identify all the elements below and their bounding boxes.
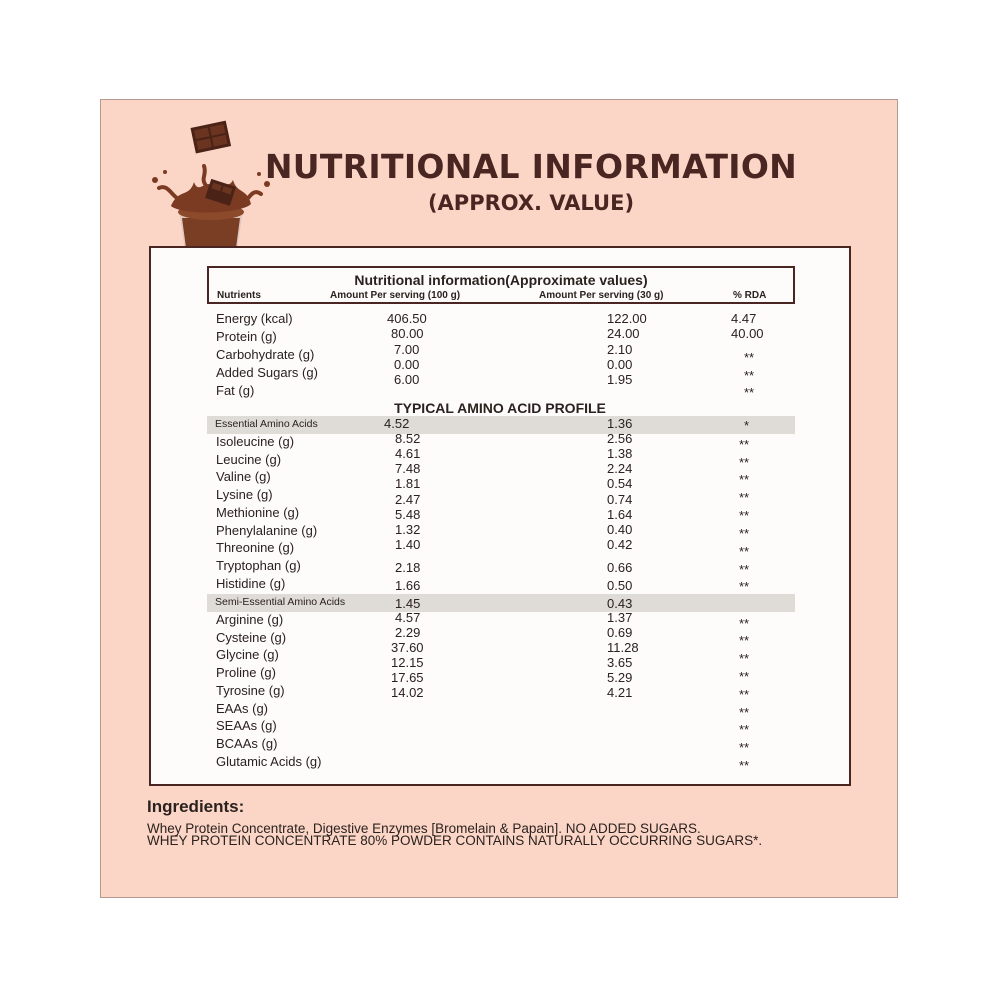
amino-value-100g: 8.52: [395, 431, 421, 446]
nutrient-value-30g: 1.95: [607, 372, 633, 387]
amino-label: BCAAs (g): [216, 736, 278, 751]
table-header: [207, 266, 795, 304]
ingredients-line: WHEY PROTEIN CONCENTRATE 80% POWDER CONTAINS NATURALLY OCCURRING SUGARS*.: [147, 833, 763, 848]
nutrient-rda: **: [744, 350, 755, 365]
amino-value-100g: 5.48: [395, 507, 421, 522]
nutrient-label: Fat (g): [216, 383, 255, 398]
amino-value-100g: 1.32: [395, 522, 421, 537]
nutrient-value-100g: 6.00: [394, 372, 420, 387]
nutrient-rda: **: [744, 385, 755, 400]
nutrient-value-30g: 24.00: [607, 326, 640, 341]
amino-value-30g: 1.38: [607, 446, 633, 461]
amino-label: Tyrosine (g): [216, 683, 285, 698]
amino-label: Glycine (g): [216, 647, 279, 662]
amino-rda: **: [739, 651, 750, 666]
amino-label: EAAs (g): [216, 701, 269, 716]
amino-value-30g: 3.65: [607, 655, 633, 670]
page-subtitle: (APPROX. VALUE): [427, 191, 635, 215]
amino-value-100g: 2.18: [395, 560, 421, 575]
nutrient-value-100g: 406.50: [387, 311, 427, 326]
nutrient-rda: 4.47: [731, 311, 757, 326]
column-header-nutrients: Nutrients: [217, 290, 261, 301]
table-title: Nutritional information(Approximate values): [354, 272, 648, 288]
amino-value-100g: 2.29: [395, 625, 421, 640]
amino-rda: **: [739, 722, 750, 737]
nutrient-rda: 40.00: [731, 326, 764, 341]
amino-rda: **: [739, 544, 750, 559]
nutrient-value-30g: 122.00: [607, 311, 647, 326]
amino-value-30g: 0.40: [607, 522, 633, 537]
amino-rda: **: [739, 579, 750, 594]
amino-value-30g: 1.37: [607, 610, 633, 625]
column-header-100g: Amount Per serving (100 g): [330, 290, 461, 301]
band-value-30g: 1.36: [607, 416, 633, 431]
nutrient-label: Added Sugars (g): [216, 365, 318, 380]
amino-value-100g: 2.47: [395, 492, 421, 507]
nutrition-table: [149, 246, 851, 786]
amino-rda: **: [739, 526, 750, 541]
amino-label: Glutamic Acids (g): [216, 754, 322, 769]
nutrient-value-100g: 7.00: [394, 342, 420, 357]
amino-label: Lysine (g): [216, 487, 273, 502]
amino-label: SEAAs (g): [216, 718, 277, 733]
band-value-100g: 1.45: [395, 596, 421, 611]
amino-value-100g: 7.48: [395, 461, 421, 476]
amino-label: Leucine (g): [216, 452, 282, 467]
nutrient-label: Carbohydrate (g): [216, 347, 315, 362]
amino-value-30g: 0.69: [607, 625, 633, 640]
amino-value-30g: 5.29: [607, 670, 633, 685]
nutrient-rda: **: [744, 368, 755, 383]
amino-value-30g: 2.56: [607, 431, 633, 446]
amino-label: Tryptophan (g): [216, 558, 301, 573]
amino-rda: **: [739, 740, 750, 755]
amino-value-30g: 0.54: [607, 476, 633, 491]
band-rda: *: [744, 418, 750, 433]
amino-value-30g: 4.21: [607, 685, 633, 700]
amino-rda: **: [739, 687, 750, 702]
amino-label: Valine (g): [216, 469, 271, 484]
amino-label: Methionine (g): [216, 505, 300, 520]
nutrient-label: Protein (g): [216, 329, 277, 344]
amino-value-100g: 1.66: [395, 578, 421, 593]
nutrient-value-30g: 0.00: [607, 357, 633, 372]
amino-value-30g: 0.66: [607, 560, 633, 575]
amino-value-100g: 4.57: [395, 610, 421, 625]
amino-label: Proline (g): [216, 665, 276, 680]
amino-rda: **: [739, 490, 750, 505]
nutrient-label: Energy (kcal): [216, 311, 293, 326]
ingredients-title: Ingredients:: [147, 797, 245, 816]
page-title: NUTRITIONAL INFORMATION: [264, 147, 798, 186]
amino-rda: **: [739, 758, 750, 773]
amino-value-30g: 0.74: [607, 492, 633, 507]
semi-essential-amino-band: [207, 594, 795, 612]
amino-value-30g: 11.28: [607, 640, 639, 655]
amino-label: Arginine (g): [216, 612, 284, 627]
amino-rda: **: [739, 669, 750, 684]
band-label: Semi-Essential Amino Acids: [215, 596, 346, 608]
amino-value-100g: 1.81: [395, 476, 421, 491]
ingredients-line: Whey Protein Concentrate, Digestive Enzymes [Bromelain & Papain]. NO ADDED SUGARS.: [147, 821, 701, 836]
amino-label: Isoleucine (g): [216, 434, 295, 449]
band-value-100g: 4.52: [384, 416, 410, 431]
nutrition-panel: [100, 99, 898, 898]
amino-label: Histidine (g): [216, 576, 286, 591]
amino-value-100g: 37.60: [391, 640, 424, 655]
amino-value-100g: 12.15: [391, 655, 424, 670]
amino-value-30g: 0.42: [607, 537, 633, 552]
amino-rda: **: [739, 455, 750, 470]
amino-value-100g: 17.65: [391, 670, 424, 685]
amino-label: Threonine (g): [216, 540, 295, 555]
amino-rda: **: [739, 705, 750, 720]
amino-label: Phenylalanine (g): [216, 523, 318, 538]
column-header-rda: % RDA: [733, 290, 767, 301]
amino-rda: **: [739, 472, 750, 487]
nutrient-value-30g: 2.10: [607, 342, 633, 357]
amino-value-30g: 0.50: [607, 578, 633, 593]
band-value-30g: 0.43: [607, 596, 633, 611]
amino-label: Cysteine (g): [216, 630, 287, 645]
band-label: Essential Amino Acids: [215, 418, 318, 430]
amino-rda: **: [739, 562, 750, 577]
amino-value-100g: 14.02: [391, 685, 424, 700]
nutrient-value-100g: 0.00: [394, 357, 420, 372]
nutrient-value-100g: 80.00: [391, 326, 424, 341]
amino-acid-section-title: TYPICAL AMINO ACID PROFILE: [394, 400, 606, 416]
amino-value-30g: 1.64: [607, 507, 633, 522]
amino-rda: **: [739, 437, 750, 452]
amino-rda: **: [739, 616, 750, 631]
essential-amino-band: [207, 416, 795, 434]
column-header-30g: Amount Per serving (30 g): [539, 290, 664, 301]
amino-value-100g: 4.61: [395, 446, 421, 461]
amino-value-100g: 1.40: [395, 537, 421, 552]
amino-rda: **: [739, 508, 750, 523]
amino-value-30g: 2.24: [607, 461, 633, 476]
amino-rda: **: [739, 633, 750, 648]
